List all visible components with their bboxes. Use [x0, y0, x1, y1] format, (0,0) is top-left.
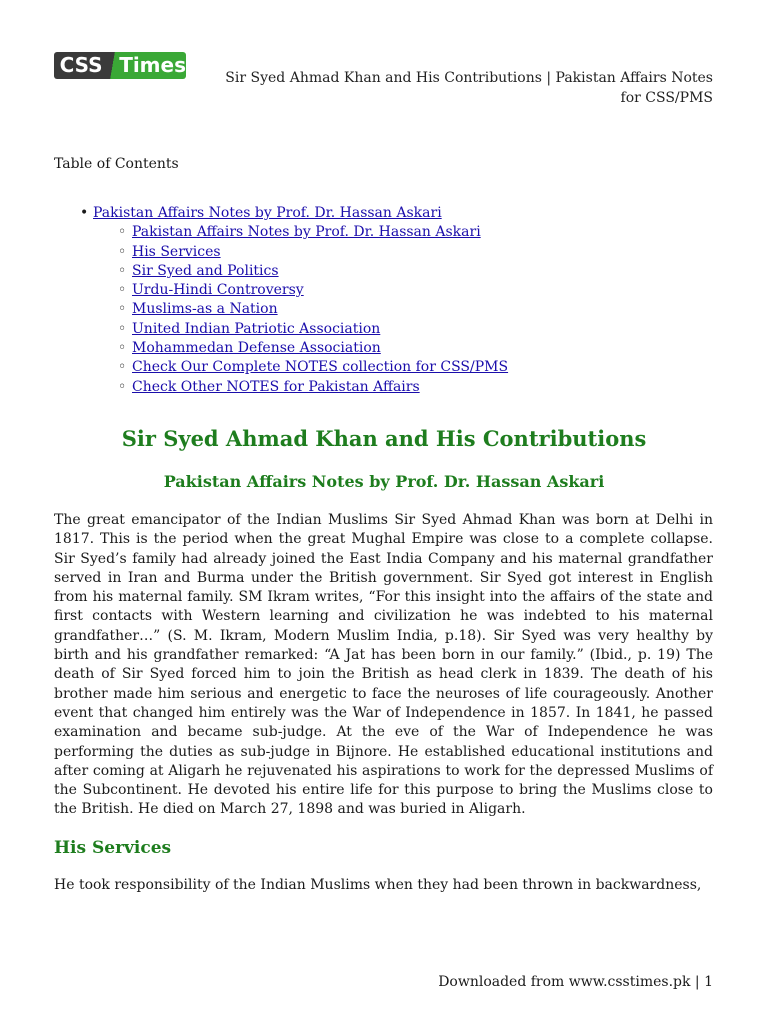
toc-link-top[interactable]: Pakistan Affairs Notes by Prof. Dr. Hassan Askari — [93, 205, 442, 221]
toc-subitem — [54, 223, 508, 242]
toc-link-sir-syed-politics[interactable]: Sir Syed and Politics — [132, 262, 279, 279]
toc-link-complete-notes[interactable]: Check Our Complete NOTES collection for CSS/PMS — [132, 359, 509, 376]
logo-times-text: Times — [119, 53, 186, 77]
toc-link-his-services[interactable]: His Services — [132, 243, 221, 260]
csstimes-logo[interactable] — [54, 52, 186, 79]
section-heading: His Services — [54, 838, 172, 858]
header-title-line1: Sir Syed Ahmad Khan and His Contributions | Pakistan Affairs Notes — [225, 70, 713, 86]
header-title — [173, 68, 713, 108]
toc-link-mohammedan-defense[interactable]: Mohammedan Defense Association — [132, 340, 381, 357]
toc-title: Table of Contents — [54, 156, 179, 172]
table-of-contents — [54, 204, 508, 397]
article-paragraph: The great emancipator of the Indian Muslims Sir Syed Ahmad Khan was born at Delhi in 1817. This is the period when the great Mughal Empire was close to a complete collapse. Sir Syed’s family had already joined the East India Company and his maternal grandfather served in Iran and Burma under the British government. Sir Syed got interest in English from his maternal family. SM Ikram writes, “For this insight into the affairs of the state and first contacts with Western learning and civilization he was indebted to his maternal grandfather…” (S. M. Ikram, Modern Muslim India, p.18). Sir Syed was very healthy by birth and his grandfather remarked: “A Jat has been born in our family.” (Ibid., p. 19) The death of Sir Syed forced him to join the British as head clerk in 1839. The death of his brother made him serious and energetic to face the neuroses of life courageously. Another event that changed him entirely was the War of Independence in 1857. In 1841, he passed examination and became sub-judge. At the eve of the War of Independence he was performing the duties as sub-judge in Bijnore. He established educational institutions and after coming at Aligarh he rejuvenated his aspirations to work for the depressed Muslims of the Subcontinent. He devoted his entire life for this purpose to bring the Muslims close to the British. He died on March 27, 1898 and was buried in Aligarh. — [54, 512, 713, 818]
article-subtitle: Pakistan Affairs Notes by Prof. Dr. Hassan Askari — [163, 472, 605, 491]
article-paragraph: He took responsibility of the Indian Muslims when they had been thrown in backwardness, — [54, 877, 702, 893]
toc-subitem — [54, 320, 508, 339]
toc-link-pakistan-affairs-notes[interactable]: Pakistan Affairs Notes by Prof. Dr. Hassan Askari — [132, 224, 481, 241]
toc-subitem — [54, 281, 508, 300]
toc-subitem — [54, 243, 508, 262]
toc-link-united-indian[interactable]: United Indian Patriotic Association — [132, 320, 381, 337]
header-title-line2: for CSS/PMS — [620, 90, 713, 106]
toc-item — [54, 204, 508, 223]
logo-slash — [108, 52, 117, 79]
toc-subitem — [54, 300, 508, 319]
page-footer: Downloaded from www.csstimes.pk | 1 — [438, 974, 713, 990]
logo-css-text: CSS — [54, 52, 108, 79]
toc-link-other-notes[interactable]: Check Other NOTES for Pakistan Affairs — [132, 378, 420, 395]
toc-subitem — [54, 358, 508, 377]
toc-subitem — [54, 378, 508, 397]
toc-link-urdu-hindi[interactable]: Urdu-Hindi Controversy — [132, 282, 304, 299]
article-title: Sir Syed Ahmad Khan and His Contributions — [121, 426, 647, 451]
toc-link-muslims-nation[interactable]: Muslims-as a Nation — [132, 301, 278, 318]
toc-subitem — [54, 262, 508, 281]
toc-subitem — [54, 339, 508, 358]
